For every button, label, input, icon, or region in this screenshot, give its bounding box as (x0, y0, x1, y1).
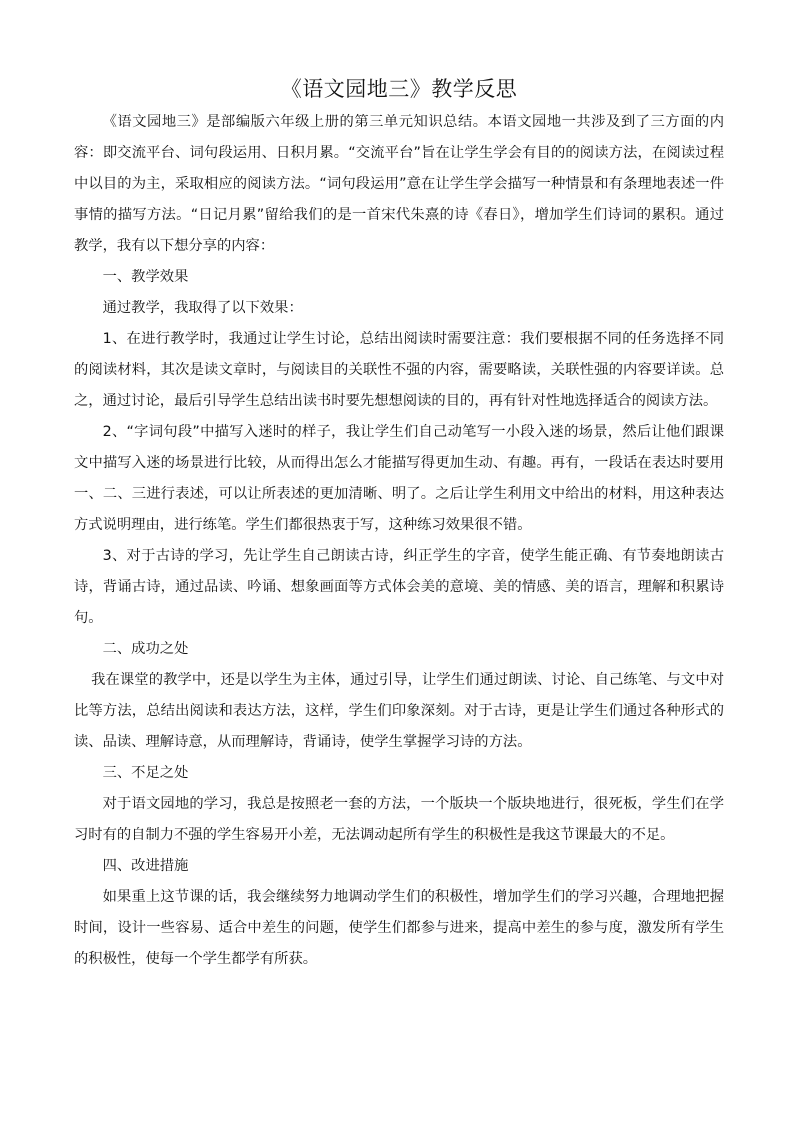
effect-point-1: 1、在进行教学时，我通过让学生讨论，总结出阅读时需要注意：我们要根据不同的任务选择不同的阅读材料，其次是读文章时，与阅读目的关联性不强的内容，需要略读，关联性强的内容要详读。总之，通过讨论，最后引导学生总结出读书时要先想想阅读的目的，再有针对性地选择适合的阅读方法。 (74, 331, 724, 409)
improvement-paragraph: 如果重上这节课的话，我会继续努力地调动学生们的积极性，增加学生们的学习兴趣，合理地把握时间，设计一些容易、适合中差生的问题，使学生们都参与进来，提高中差生的参与度，激发所有学生的积极性，使每一个学生都学有所获。 (74, 889, 724, 967)
section-heading-teaching-effect: 一、教学效果 (102, 269, 189, 285)
shortcomings-paragraph: 对于语文园地的学习，我总是按照老一套的方法，一个版块一个版块地进行，很死板，学生们在学习时有的自制力不强的学生容易开小差，无法调动起所有学生的积极性是我这节课最大的不足。 (74, 796, 724, 843)
section-heading-improvement: 四、改进措施 (102, 858, 189, 874)
effect-intro-paragraph: 通过教学，我取得了以下效果： (102, 300, 303, 316)
effect-point-3: 3、对于古诗的学习，先让学生自己朗读古诗，纠正学生的字音，使学生能正确、有节奏地朗读古诗，背诵古诗，通过品读、吟诵、想象画面等方式体会美的意境、美的情感、美的语言，理解和积累诗句。 (74, 548, 724, 626)
section-heading-shortcomings: 三、不足之处 (102, 765, 189, 781)
document-page (74, 74, 724, 975)
success-paragraph: 我在课堂的教学中，还是以学生为主体，通过引导，让学生们通过朗读、讨论、自己练笔、与文中对比等方法，总结出阅读和表达方法，这样，学生们印象深刻。对于古诗，更是让学生们通过各种形式的读、品读、理解诗意，从而理解诗，背诵诗，使学生掌握学习诗的方法。 (74, 672, 724, 750)
section-heading-success: 二、成功之处 (102, 641, 189, 657)
document-title: 《语文园地三》教学反思 (280, 77, 518, 101)
intro-paragraph: 《语文园地三》是部编版六年级上册的第三单元知识总结。本语文园地一共涉及到了三方面的内容：即交流平台、词句段运用、日积月累。“交流平台”旨在让学生学会有目的的阅读方法，在阅读过程中以目的为主，采取相应的阅读方法。“词句段运用”意在让学生学会描写一种情景和有条理地表述一件事情的描写方法。“日记月累”留给我们的是一首宋代朱熹的诗《春日》，增加学生们诗词的累积。通过教学，我有以下想分享的内容： (74, 114, 724, 254)
effect-point-2: 2、“字词句段”中描写入迷时的样子，我让学生们自己动笔写一小段入迷的场景，然后让他们跟课文中描写入迷的场景进行比较，从而得出怎么才能描写得更加生动、有趣。再有，一段话在表达时要用一、二、三进行表述，可以让所表述的更加清晰、明了。之后让学生利用文中给出的材料，用这种表达方式说明理由，进行练笔。学生们都很热衷于写，这种练习效果很不错。 (74, 424, 724, 533)
